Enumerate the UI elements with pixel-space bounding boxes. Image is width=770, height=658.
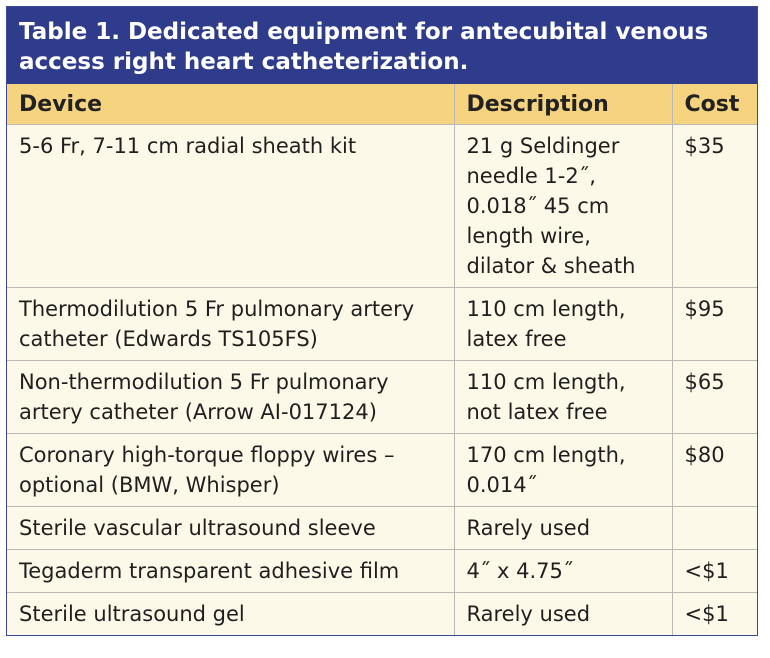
cell-device: Thermodilution 5 Fr pulmonary artery catheter (Edwards TS105FS) <box>7 288 454 361</box>
cell-cost: $65 <box>672 361 757 434</box>
cell-cost: $95 <box>672 288 757 361</box>
table-caption: Table 1. Dedicated equipment for antecubital venous access right heart catheterization. <box>7 7 757 84</box>
cell-device: Sterile vascular ultrasound sleeve <box>7 507 454 550</box>
table-row <box>7 550 757 593</box>
header-device: Device <box>7 84 454 125</box>
table-header-row <box>7 84 757 125</box>
cell-description: 110 cm length, latex free <box>454 288 672 361</box>
table-row <box>7 288 757 361</box>
cell-device: Coronary high-torque floppy wires – optional (BMW, Whisper) <box>7 434 454 507</box>
cell-description: 21 g Seldinger needle 1-2˝, 0.018˝ 45 cm length wire, dilator & sheath <box>454 125 672 288</box>
cell-description: 4˝ x 4.75˝ <box>454 550 672 593</box>
cell-cost: $35 <box>672 125 757 288</box>
cell-cost: <$1 <box>672 593 757 636</box>
equipment-table <box>7 84 757 635</box>
table-row <box>7 507 757 550</box>
cell-device: Non-thermodilution 5 Fr pulmonary artery catheter (Arrow AI-017124) <box>7 361 454 434</box>
equipment-table-container <box>6 6 758 636</box>
cell-device: Tegaderm transparent adhesive film <box>7 550 454 593</box>
table-row <box>7 593 757 636</box>
table-row <box>7 125 757 288</box>
table-row <box>7 361 757 434</box>
cell-description: Rarely used <box>454 507 672 550</box>
header-description: Description <box>454 84 672 125</box>
header-cost: Cost <box>672 84 757 125</box>
cell-device: Sterile ultrasound gel <box>7 593 454 636</box>
cell-description: 170 cm length, 0.014˝ <box>454 434 672 507</box>
cell-description: 110 cm length, not latex free <box>454 361 672 434</box>
cell-description: Rarely used <box>454 593 672 636</box>
cell-cost: <$1 <box>672 550 757 593</box>
cell-cost <box>672 507 757 550</box>
cell-device: 5-6 Fr, 7-11 cm radial sheath kit <box>19 134 357 158</box>
cell-cost: $80 <box>672 434 757 507</box>
table-row <box>7 434 757 507</box>
